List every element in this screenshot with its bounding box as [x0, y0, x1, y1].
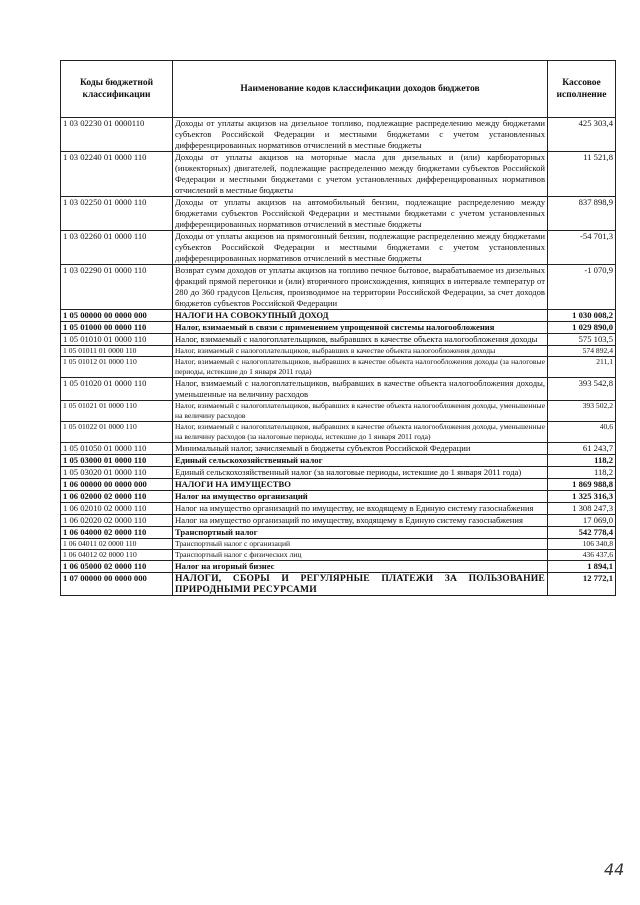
revenue-name-cell: Налог на игорный бизнес — [173, 561, 548, 573]
header-cash-execution: Кассовое исполнение — [548, 61, 616, 118]
header-revenue-names: Наименование кодов классификации доходов бюджетов — [173, 61, 548, 118]
cash-amount-cell: 393 542,8 — [548, 378, 616, 401]
cash-amount-cell: 393 502,2 — [548, 401, 616, 422]
table-row — [61, 455, 616, 467]
table-row — [61, 357, 616, 378]
cash-amount-cell: 17 069,0 — [548, 515, 616, 527]
table-row — [61, 197, 616, 231]
table-row — [61, 479, 616, 491]
handwritten-page-number: 44 — [604, 860, 625, 879]
revenue-name-cell: Налог на имущество организаций — [173, 491, 548, 503]
cash-amount-cell: 1 029 890,0 — [548, 322, 616, 334]
table-row — [61, 491, 616, 503]
classification-code-cell: 1 05 01000 00 0000 110 — [61, 322, 173, 334]
cash-amount-cell: 40,6 — [548, 422, 616, 443]
table-body — [61, 118, 616, 596]
revenue-name-cell: Транспортный налог — [173, 527, 548, 539]
cash-amount-cell: 211,1 — [548, 357, 616, 378]
classification-code-cell: 1 06 04011 02 0000 110 — [61, 539, 173, 550]
classification-code-cell: 1 03 02260 01 0000 110 — [61, 231, 173, 265]
classification-code-cell: 1 06 04012 02 0000 110 — [61, 550, 173, 561]
revenue-name-cell: Налог, взимаемый с налогоплательщиков, выбравших в качестве объекта налогообложения доходы — [173, 346, 548, 357]
classification-code-cell: 1 05 01021 01 0000 110 — [61, 401, 173, 422]
classification-code-cell: 1 05 01020 01 0000 110 — [61, 378, 173, 401]
cash-amount-cell: 12 772,1 — [548, 573, 616, 596]
classification-code-cell: 1 06 02010 02 0000 110 — [61, 503, 173, 515]
cash-amount-cell: 425 303,4 — [548, 118, 616, 152]
revenue-name-cell: Единый сельскохозяйственный налог — [173, 455, 548, 467]
table-row — [61, 346, 616, 357]
revenue-name-cell: Доходы от уплаты акцизов на прямогонный бензин, подлежащие распределению между бюджетами субъектов Российской Федерации и местными бюджетами с учетом установленных дифференцированных нормативов отчислений в местные бюджеты — [173, 231, 548, 265]
table-row — [61, 322, 616, 334]
classification-code-cell: 1 05 01012 01 0000 110 — [61, 357, 173, 378]
revenue-name-cell: Доходы от уплаты акцизов на моторные масла для дизельных и (или) карбюраторных (инжекторных) двигателей, подлежащие распределению между бюджетами субъектов Российской Федерации и местными бюджетами с учетом установленных дифференцированных нормативов отчислений в местные бюджеты — [173, 152, 548, 197]
revenue-name-cell: Доходы от уплаты акцизов на дизельное топливо, подлежащие распределению между бюджетами субъектов Российской Федерации и местными бюджетами с учетом установленных дифференцированных нормативов отчислений в местные бюджеты — [173, 118, 548, 152]
table-row — [61, 443, 616, 455]
classification-code-cell: 1 05 03020 01 0000 110 — [61, 467, 173, 479]
classification-code-cell: 1 03 02230 01 0000110 — [61, 118, 173, 152]
revenue-name-cell: Транспортный налог с физических лиц — [173, 550, 548, 561]
revenue-name-cell: Доходы от уплаты акцизов на автомобильный бензин, подлежащие распределению между бюджетами субъектов Российской Федерации и местными бюджетами с учетом установленных дифференцированных нормативов отчислений в местные бюджеты — [173, 197, 548, 231]
revenue-name-cell: Налог, взимаемый в связи с применением упрощенной системы налогообложения — [173, 322, 548, 334]
classification-code-cell: 1 05 01010 01 0000 110 — [61, 334, 173, 346]
table-row — [61, 401, 616, 422]
cash-amount-cell: 837 898,9 — [548, 197, 616, 231]
table-row — [61, 152, 616, 197]
table-row — [61, 561, 616, 573]
revenue-name-cell: Налог на имущество организаций по имуществу, не входящему в Единую систему газоснабжения — [173, 503, 548, 515]
revenue-name-cell: Налог, взимаемый с налогоплательщиков, выбравших в качестве объекта налогообложения доходы, уменьшенные на величину расходов — [173, 401, 548, 422]
table-row — [61, 310, 616, 322]
cash-amount-cell: 574 892,4 — [548, 346, 616, 357]
cash-amount-cell: 118,2 — [548, 455, 616, 467]
revenue-name-cell: Налог, взимаемый с налогоплательщиков, выбравших в качестве объекта налогообложения доходы (за налоговые периоды, истекшие до 1 января 2011 года) — [173, 357, 548, 378]
classification-code-cell: 1 05 01050 01 0000 110 — [61, 443, 173, 455]
revenue-name-cell: НАЛОГИ НА ИМУЩЕСТВО — [173, 479, 548, 491]
table-row — [61, 550, 616, 561]
table-row — [61, 231, 616, 265]
revenue-name-cell: Транспортный налог с организаций — [173, 539, 548, 550]
classification-code-cell: 1 05 03000 01 0000 110 — [61, 455, 173, 467]
cash-amount-cell: 1 325 316,3 — [548, 491, 616, 503]
cash-amount-cell: 1 308 247,3 — [548, 503, 616, 515]
classification-code-cell: 1 07 00000 00 0000 000 — [61, 573, 173, 596]
table-row — [61, 118, 616, 152]
classification-code-cell: 1 03 02250 01 0000 110 — [61, 197, 173, 231]
table-row — [61, 527, 616, 539]
table-row — [61, 265, 616, 310]
cash-amount-cell: 542 778,4 — [548, 527, 616, 539]
cash-amount-cell: 1 869 988,8 — [548, 479, 616, 491]
cash-amount-cell: 1 030 008,2 — [548, 310, 616, 322]
table-row — [61, 467, 616, 479]
classification-code-cell: 1 06 02000 02 0000 110 — [61, 491, 173, 503]
revenue-name-cell: Единый сельскохозяйственный налог (за налоговые периоды, истекшие до 1 января 2011 года) — [173, 467, 548, 479]
cash-amount-cell: 61 243,7 — [548, 443, 616, 455]
classification-code-cell: 1 06 02020 02 0000 110 — [61, 515, 173, 527]
table-row — [61, 334, 616, 346]
classification-code-cell: 1 03 02240 01 0000 110 — [61, 152, 173, 197]
revenue-table — [60, 60, 616, 596]
revenue-name-cell: Минимальный налог, зачисляемый в бюджеты субъектов Российской Федерации — [173, 443, 548, 455]
table-row — [61, 515, 616, 527]
cash-amount-cell: 118,2 — [548, 467, 616, 479]
revenue-name-cell: Возврат сумм доходов от уплаты акцизов на топливо печное бытовое, вырабатываемое из дизельных фракций прямой перегонки и (или) вторичного происхождения, кипящих в интервале температур от 280 до 360 градусов Цельсия, производимое на территории Российской Федерации, за счет доходов бюджетов субъектов Российской Федерации — [173, 265, 548, 310]
table-row — [61, 503, 616, 515]
classification-code-cell: 1 05 01022 01 0000 110 — [61, 422, 173, 443]
table-row — [61, 573, 616, 596]
classification-code-cell: 1 05 01011 01 0000 110 — [61, 346, 173, 357]
revenue-name-cell: Налог на имущество организаций по имуществу, входящему в Единую систему газоснабжения — [173, 515, 548, 527]
cash-amount-cell: 436 437,6 — [548, 550, 616, 561]
header-budget-codes: Коды бюджетной классификации — [61, 61, 173, 118]
revenue-name-cell: Налог, взимаемый с налогоплательщиков, выбравших в качестве объекта налогообложения доходы, уменьшенные на величину расходов — [173, 378, 548, 401]
classification-code-cell: 1 05 00000 00 0000 000 — [61, 310, 173, 322]
table-header-row — [61, 61, 616, 118]
revenue-name-cell: НАЛОГИ НА СОВОКУПНЫЙ ДОХОД — [173, 310, 548, 322]
revenue-name-cell: Налог, взимаемый с налогоплательщиков, выбравших в качестве объекта налогообложения доходы — [173, 334, 548, 346]
classification-code-cell: 1 06 05000 02 0000 110 — [61, 561, 173, 573]
cash-amount-cell: 11 521,8 — [548, 152, 616, 197]
classification-code-cell: 1 06 00000 00 0000 000 — [61, 479, 173, 491]
revenue-name-cell: Налог, взимаемый с налогоплательщиков, выбравших в качестве объекта налогообложения доходы, уменьшенные на величину расходов (за налоговые периоды, истекшие до 1 января 2011 года) — [173, 422, 548, 443]
classification-code-cell: 1 06 04000 02 0000 110 — [61, 527, 173, 539]
cash-amount-cell: 106 340,8 — [548, 539, 616, 550]
cash-amount-cell: -1 070,9 — [548, 265, 616, 310]
table-row — [61, 378, 616, 401]
table-row — [61, 539, 616, 550]
classification-code-cell: 1 03 02290 01 0000 110 — [61, 265, 173, 310]
revenue-name-cell: НАЛОГИ, СБОРЫ И РЕГУЛЯРНЫЕ ПЛАТЕЖИ ЗА ПОЛЬЗОВАНИЕ ПРИРОДНЫМИ РЕСУРСАМИ — [173, 573, 548, 596]
cash-amount-cell: -54 701,3 — [548, 231, 616, 265]
table-row — [61, 422, 616, 443]
cash-amount-cell: 1 894,1 — [548, 561, 616, 573]
cash-amount-cell: 575 103,5 — [548, 334, 616, 346]
